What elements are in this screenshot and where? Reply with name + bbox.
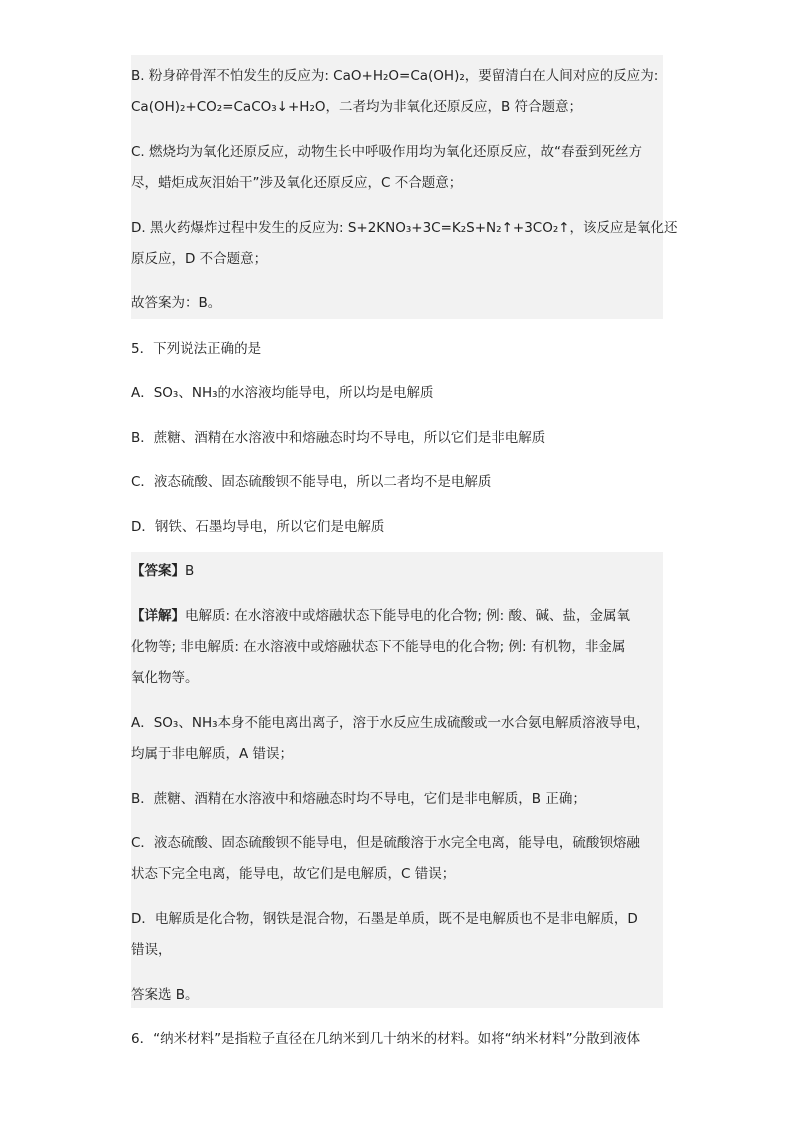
q5-answer [131, 562, 194, 580]
q5-analysis-d-line2: 错误， [131, 942, 172, 958]
q5-option-d: D．钢铁、石墨均导电，所以它们是电解质 [131, 519, 385, 535]
q5-analysis-a-line2: 均属于非电解质，A 错误； [131, 746, 294, 762]
q5-analysis-a-line1: A．SO₃、NH₃本身不能电离出离子，溶于水反应生成硫酸或一水合氨电解质溶液导电， [131, 715, 650, 731]
q4-conclusion: 故答案为：B。 [131, 295, 222, 311]
q5-analysis-c-line1: C．液态硫酸、固态硫酸钡不能导电，但是硫酸溶于水完全电离，能导电，硫酸钡熔融 [131, 835, 640, 851]
q4-explanation-d-line2: 原反应，D 不合题意； [131, 251, 268, 267]
q5-detail-line3: 氧化物等。 [131, 670, 199, 686]
q6-stem: 6．“纳米材料”是指粒子直径在几纳米到几十纳米的材料。如将“纳米材料”分散到液体 [131, 1031, 641, 1047]
q5-stem: 5．下列说法正确的是 [131, 341, 262, 357]
detail-text-1: 电解质: 在水溶液中或熔融状态下能导电的化合物; 例: 酸、碱、盐，金属氧 [185, 608, 631, 624]
q5-analysis-c-line2: 状态下完全电离，能导电，故它们是电解质，C 错误； [131, 866, 456, 882]
answer-value: B [185, 563, 195, 579]
answer-tag: 【答案】 [131, 563, 185, 579]
q4-explanation-c-line2: 尽，蜡炬成灰泪始干”涉及氧化还原反应，C 不合题意； [131, 175, 463, 191]
q4-explanation-b-line2: Ca(OH)₂+CO₂=CaCO₃↓+H₂O，二者均为非氧化还原反应，B 符合题意； [131, 99, 583, 115]
q5-analysis-b-line1: B．蔗糖、酒精在水溶液中和熔融态时均不导电，它们是非电解质，B 正确； [131, 791, 586, 807]
q5-detail-line1 [131, 607, 630, 625]
q4-explanation-d-line1: D. 黑火药爆炸过程中发生的反应为: S+2KNO₃+3C=K₂S+N₂↑+3CO₂↑，该反应是氧化还 [131, 220, 678, 236]
q5-analysis-d-line1: D．电解质是化合物，钢铁是混合物，石墨是单质，既不是电解质也不是非电解质，D [131, 911, 638, 927]
q5-conclusion: 答案选 B。 [131, 987, 199, 1003]
q4-explanation-b-line1: B. 粉身碎骨浑不怕发生的反应为: CaO+H₂O=Ca(OH)₂，要留清白在人间对应的反应为: [131, 68, 659, 84]
q5-option-c: C．液态硫酸、固态硫酸钡不能导电，所以二者均不是电解质 [131, 474, 492, 490]
q5-detail-line2: 化物等; 非电解质: 在水溶液中或熔融状态下不能导电的化合物; 例: 有机物，非金属 [131, 639, 626, 655]
q5-option-b: B．蔗糖、酒精在水溶液中和熔融态时均不导电，所以它们是非电解质 [131, 430, 546, 446]
q4-explanation-c-line1: C. 燃烧均为氧化还原反应，动物生长中呼吸作用均为氧化还原反应，故“春蚕到死丝方 [131, 144, 643, 160]
q5-option-a: A．SO₃、NH₃的水溶液均能导电，所以均是电解质 [131, 385, 434, 401]
detail-tag: 【详解】 [131, 608, 185, 624]
